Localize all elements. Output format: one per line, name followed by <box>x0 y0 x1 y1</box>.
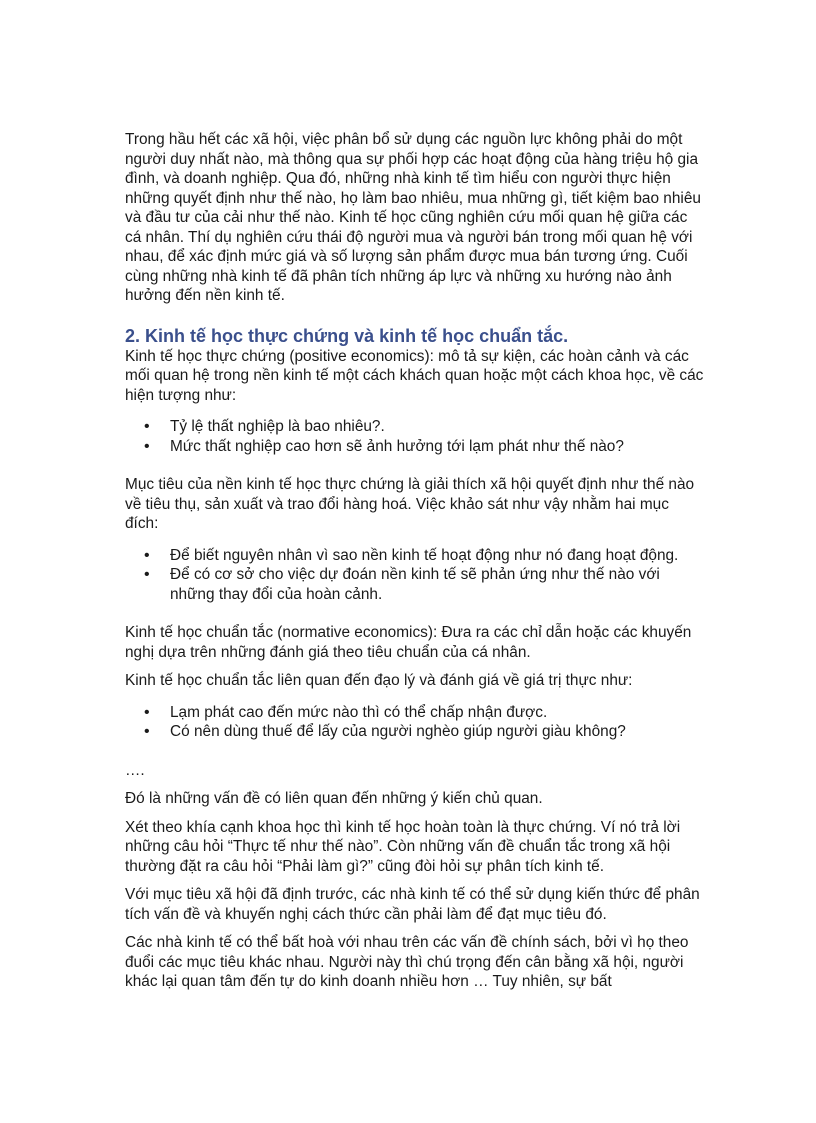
normative-definition: Kinh tế học chuẩn tắc (normative economics): Đưa ra các chỉ dẫn hoặc các khuyến nghị dựa trên những đánh giá theo tiêu chuẩn của cá nhân. <box>125 624 692 661</box>
positive-purposes-list <box>125 546 705 605</box>
document-page <box>125 130 705 1001</box>
science-paragraph: Xét theo khía cạnh khoa học thì kinh tế học hoàn toàn là thực chứng. Ví nó trả lời những câu hỏi “Thực tế như thế nào”. Còn những vấn đề chuẩn tắc trong xã hội thường đặt ra câu hỏi “Phải làm gì?” cũng đòi hỏi sự phân tích kinh tế. <box>125 818 681 875</box>
list-item: • Tỷ lệ thất nghiệp là bao nhiêu?. <box>125 417 705 437</box>
positive-examples-list <box>125 417 705 456</box>
ellipsis-line: …. <box>125 761 145 779</box>
goal-paragraph: Với mục tiêu xã hội đã định trước, các nhà kinh tế có thể sử dụng kiến thức để phân tích vấn đề và khuyến nghị cách thức cần phải làm để đạt mục tiêu đó. <box>125 886 700 923</box>
list-item: • Lạm phát cao đến mức nào thì có thể chấp nhận được. <box>125 703 705 723</box>
list-item: • Mức thất nghiệp cao hơn sẽ ảnh hưởng tới lạm phát như thế nào? <box>125 437 705 457</box>
positive-goal-paragraph: Mục tiêu của nền kinh tế học thực chứng là giải thích xã hội quyết định như thế nào về tiêu thụ, sản xuất và trao đổi hàng hoá. Việc khảo sát như vậy nhằm hai mục đích: <box>125 476 695 532</box>
subjective-note: Đó là những vấn đề có liên quan đến những ý kiến chủ quan. <box>125 790 543 807</box>
normative-examples-list <box>125 703 705 742</box>
positive-definition: Kinh tế học thực chứng (positive economics): mô tả sự kiện, các hoàn cảnh và các mối quan hệ trong nền kinh tế một cách khách quan hoặc một cách khoa học, về các hiện tượng như: <box>125 347 704 404</box>
normative-relation: Kinh tế học chuẩn tắc liên quan đến đạo lý và đánh giá về giá trị thực như: <box>125 672 633 689</box>
intro-paragraph: Trong hầu hết các xã hội, việc phân bổ sử dụng các nguồn lực không phải do một người duy nhất nào, mà thông qua sự phối hợp các hoạt động của hàng triệu hộ gia đình, và doanh nghiệp. Qua đó, những nhà kinh tế tìm hiểu con người thực hiện những quyết định như thế nào, họ làm bao nhiêu, mua những gì, tiết kiệm bao nhiêu và đầu tư của cải như thế nào. Kinh tế học cũng nghiên cứu mối quan hệ giữa các cá nhân. Thí dụ nghiên cứu thái độ người mua và người bán trong mối quan hệ với nhau, để xác định mức giá và số lượng sản phẩm được mua bán tương ứng. Cuối cùng những nhà kinh tế đã phân tích những áp lực và những xu hướng nào ảnh hưởng đến nền kinh tế. <box>125 131 701 304</box>
list-item: • Để có cơ sở cho việc dự đoán nền kinh tế sẽ phản ứng như thế nào với những thay đổi của hoàn cảnh. <box>125 565 705 604</box>
list-item: • Để biết nguyên nhân vì sao nền kinh tế hoạt động như nó đang hoạt động. <box>125 546 705 566</box>
disagreement-paragraph: Các nhà kinh tế có thể bất hoà với nhau trên các vấn đề chính sách, bởi vì họ theo đuổi các mục tiêu khác nhau. Người này thì chú trọng đến cân bằng xã hội, người khác lại quan tâm đến tự do kinh doanh nhiều hơn … Tuy nhiên, sự bất <box>125 934 689 990</box>
section-heading: 2. Kinh tế học thực chứng và kinh tế học chuẩn tắc. <box>125 325 569 346</box>
list-item: • Có nên dùng thuế để lấy của người nghèo giúp người giàu không? <box>125 722 705 742</box>
